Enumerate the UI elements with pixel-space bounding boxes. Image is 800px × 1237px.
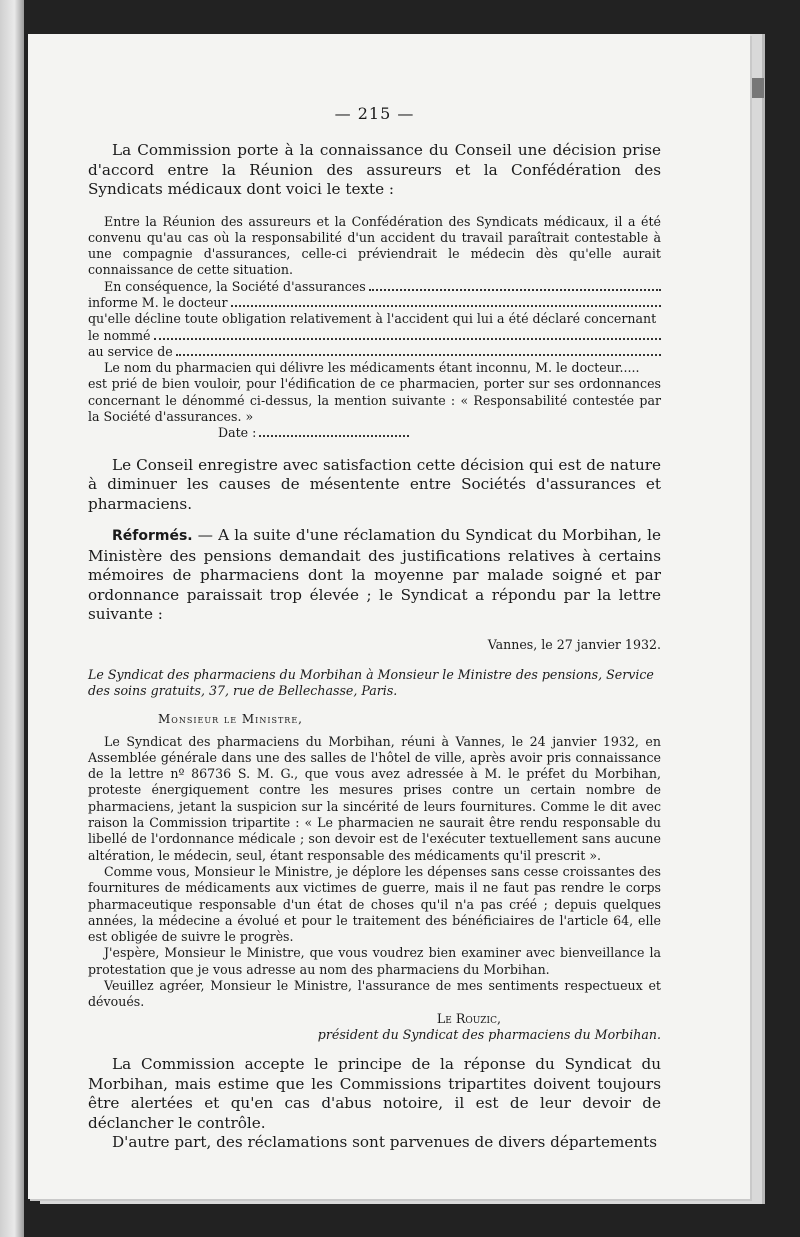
fill-in-dots bbox=[154, 338, 661, 340]
letter-salutation: Monsieur le Ministre, bbox=[158, 711, 303, 726]
fill-in-dots bbox=[176, 354, 661, 356]
page-marker-tab bbox=[752, 78, 764, 98]
document-page bbox=[28, 34, 750, 1199]
letter-date: Vannes, le 27 janvier 1932. bbox=[487, 636, 661, 652]
reformes-paragraph bbox=[88, 526, 661, 625]
page-number: — 215 — bbox=[334, 104, 415, 123]
agreement-paragraph: Entre la Réunion des assureurs et la Confédération des Syndicats médicaux, il a été convenu qu'au cas où la responsabilité d'un accident du travail paraîtrait contestable à une compagnie d'assurances, celle-ci préviendrait le médecin dès qu'elle aurait connaissance de cette situation. bbox=[88, 213, 661, 278]
reformes-text: — A la suite d'une réclamation du Syndicat du Morbihan, le Ministère des pensions demandait des justifications relatives à certains mémoires de pharmaciens dont la moyenne par malade soigné et par ordonnance paraissait trop élevée ; le Syndicat a répondu par la lettre suivante : bbox=[88, 526, 661, 624]
commission-paragraph: La Commission accepte le principe de la réponse du Syndicat du Morbihan, mais estime que les Commissions tripartites doivent toujours être alertées et qu'en cas d'abus notoire, il est de leur devoir de déclancher le contrôle. bbox=[88, 1055, 661, 1132]
left-page-edge bbox=[0, 0, 24, 1237]
letter-address: Le Syndicat des pharmaciens du Morbihan à Monsieur le Ministre des pensions, Service des soins gratuits, 37, rue de Bellechasse, Paris. bbox=[88, 666, 654, 699]
agreement-line-service: au service de bbox=[88, 344, 661, 360]
agreement-line-doctor: informe M. le docteur bbox=[88, 295, 661, 311]
agreement-line-named: le nommé bbox=[88, 328, 661, 344]
fill-in-dots bbox=[369, 289, 661, 291]
signature-title: président du Syndicat des pharmaciens du Morbihan. bbox=[317, 1026, 661, 1042]
conseil-paragraph: Le Conseil enregistre avec satisfaction cette décision qui est de nature à diminuer les causes de mésentente entre Sociétés d'assurances et pharmaciens. bbox=[88, 455, 661, 513]
agreement-text bbox=[88, 214, 661, 442]
page-content bbox=[88, 104, 661, 1153]
fill-in-dots bbox=[259, 435, 409, 437]
letter-paragraph-2: Comme vous, Monsieur le Ministre, je déplore les dépenses sans cesse croissantes des fournitures de médicaments aux victimes de guerre, mais il ne faut pas rendre le corps pharmaceutique responsable d'un état de choses qu'il n'a pas créé ; depuis quelques années, la médecine a évolué et pour le traitement des bénéficiaires de l'article 64, elle est obligée de suivre le progrès. bbox=[88, 863, 661, 945]
letter-paragraph-1: Le Syndicat des pharmaciens du Morbihan, réuni à Vannes, le 24 janvier 1932, en Assemblée générale dans une des salles de l'hôtel de ville, après avoir pris connaissance de la lettre nº 86736 S. M. G., que vous avez adressée à M. le préfet du Morbihan, proteste énergiquement contre les mesures prises contre un certain nombre de pharmaciens, jetant la suspicion sur la sincérité de leurs fournitures. Comme le dit avec raison la Commission tripartite : « Le pharmacien ne saurait être rendu responsable du libellé de l'ordonnance médicale ; son devoir est de l'exécuter textuellement sans aucune altération, le médecin, seul, étant responsable des médicaments qu'il prescrit ». bbox=[88, 733, 661, 863]
letter-paragraph-4: Veuillez agréer, Monsieur le Ministre, l'assurance de mes sentiments respectueux et dévoués. bbox=[88, 978, 661, 1010]
intro-paragraph: La Commission porte à la connaissance du Conseil une décision prise d'accord entre la Réunion des assureurs et la Confédération des Syndicats médicaux dont voici le texte : bbox=[88, 141, 661, 198]
agreement-pharmacist-text: est prié de bien vouloir, pour l'édification de ce pharmacien, porter sur ses ordonnances concernant le dénommé ci-dessus, la mention suivante : « Responsabilité contestée par la Société d'assurances. » bbox=[88, 376, 661, 425]
agreement-date-line: Date : bbox=[88, 425, 661, 441]
agreement-line-obligation: qu'elle décline toute obligation relativement à l'accident qui lui a été déclaré concernant bbox=[88, 311, 657, 327]
closing-paragraph: D'autre part, des réclamations sont parvenues de divers départements bbox=[112, 1133, 658, 1152]
agreement-line-insurer: En conséquence, la Société d'assurances bbox=[88, 279, 661, 295]
agreement-pharmacist-lead: Le nom du pharmacien qui délivre les médicaments étant inconnu, M. le docteur..... bbox=[104, 360, 640, 376]
reformes-heading: Réformés. bbox=[112, 528, 193, 545]
fill-in-dots bbox=[231, 305, 661, 307]
letter-paragraph-3: J'espère, Monsieur le Ministre, que vous voudrez bien examiner avec bienveillance la protestation que je vous adresse au nom des pharmaciens du Morbihan. bbox=[88, 945, 661, 977]
signature-name: Le Rouzic, bbox=[436, 1010, 501, 1026]
